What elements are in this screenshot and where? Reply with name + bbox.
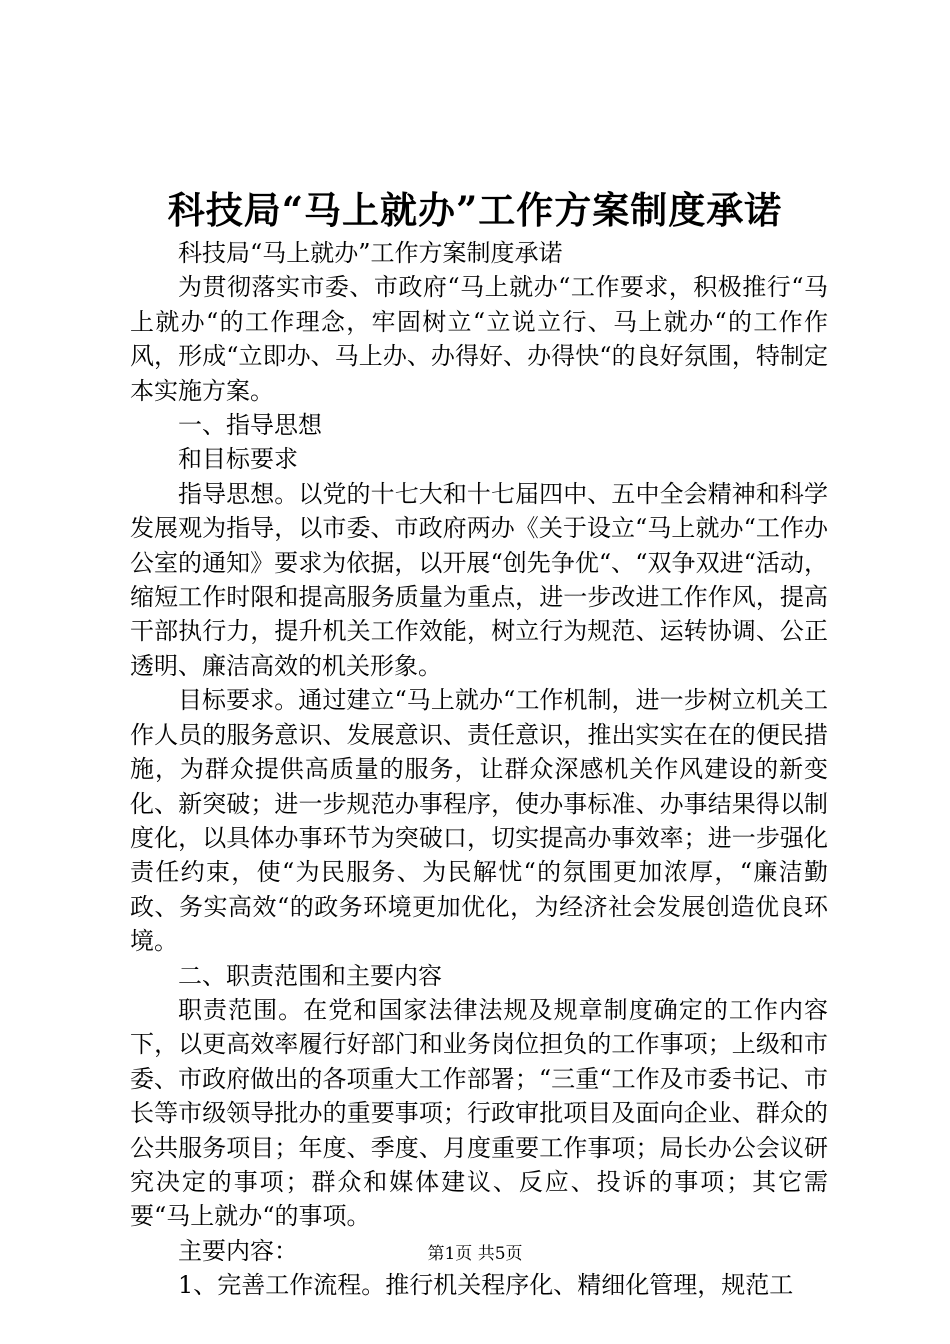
document-body [130, 236, 828, 1303]
paragraph-item-1: 1、完善工作流程。推行机关程序化、精细化管理，规范工 [178, 1271, 794, 1300]
section-heading-1: 一、指导思想 [178, 411, 322, 440]
paragraph-guiding-thought: 指导思想。以党的十七大和十七届四中、五中全会精神和科学发展观为指导，以市委、市政府两办《关于设立“马上就办“工作办公室的通知》要求为依据，以开展“创先争优“、“双争双进“活动，缩短工作时限和提高服务质量为重点，进一步改进工作作风，提高干部执行力，提升机关工作效能，树立行为规范、运转协调、公正透明、廉洁高效的机关形象。 [130, 479, 828, 680]
paragraph-intro: 为贯彻落实市委、市政府“马上就办“工作要求，积极推行“马上就办“的工作理念，牢固树立“立说立行、马上就办“的工作作风，形成“立即办、马上办、办得好、办得快“的良好氛围，特制定本实施方案。 [130, 273, 828, 405]
paragraph-scope: 职责范围。在党和国家法律法规及规章制度确定的工作内容下，以更高效率履行好部门和业务岗位担负的工作事项；上级和市委、市政府做出的各项重大工作部署；“三重“工作及市委书记、市长等市级领导批办的重要事项；行政审批项目及面向企业、群众的公共服务项目；年度、季度、月度重要工作事项；局长办公会议研究决定的事项；群众和媒体建议、反应、投诉的事项；其它需要“马上就办“的事项。 [130, 995, 828, 1231]
section-heading-2: 二、职责范围和主要内容 [178, 961, 442, 990]
paragraph-target-requirements: 目标要求。通过建立“马上就办“工作机制，进一步树立机关工作人员的服务意识、发展意识、责任意识，推出实实在在的便民措施，为群众提供高质量的服务，让群众深感机关作风建设的新变化、新突破；进一步规范办事程序，使办事标准、办事结果得以制度化，以具体办事环节为突破口，切实提高办事效率；进一步强化责任约束，使“为民服务、为民解忧“的氛围更加浓厚，“廉洁勤政、务实高效“的政务环境更加优化，为经济社会发展创造优良环境。 [130, 686, 828, 956]
page-footer: 第1页 共5页 [427, 1244, 523, 1264]
document-title: 科技局“马上就办”工作方案制度承诺 [167, 188, 783, 232]
paragraph-subtitle: 科技局“马上就办”工作方案制度承诺 [178, 239, 563, 267]
paragraph-main-content-label: 主要内容： [178, 1236, 298, 1265]
section-heading-1-cont: 和目标要求 [178, 445, 298, 474]
